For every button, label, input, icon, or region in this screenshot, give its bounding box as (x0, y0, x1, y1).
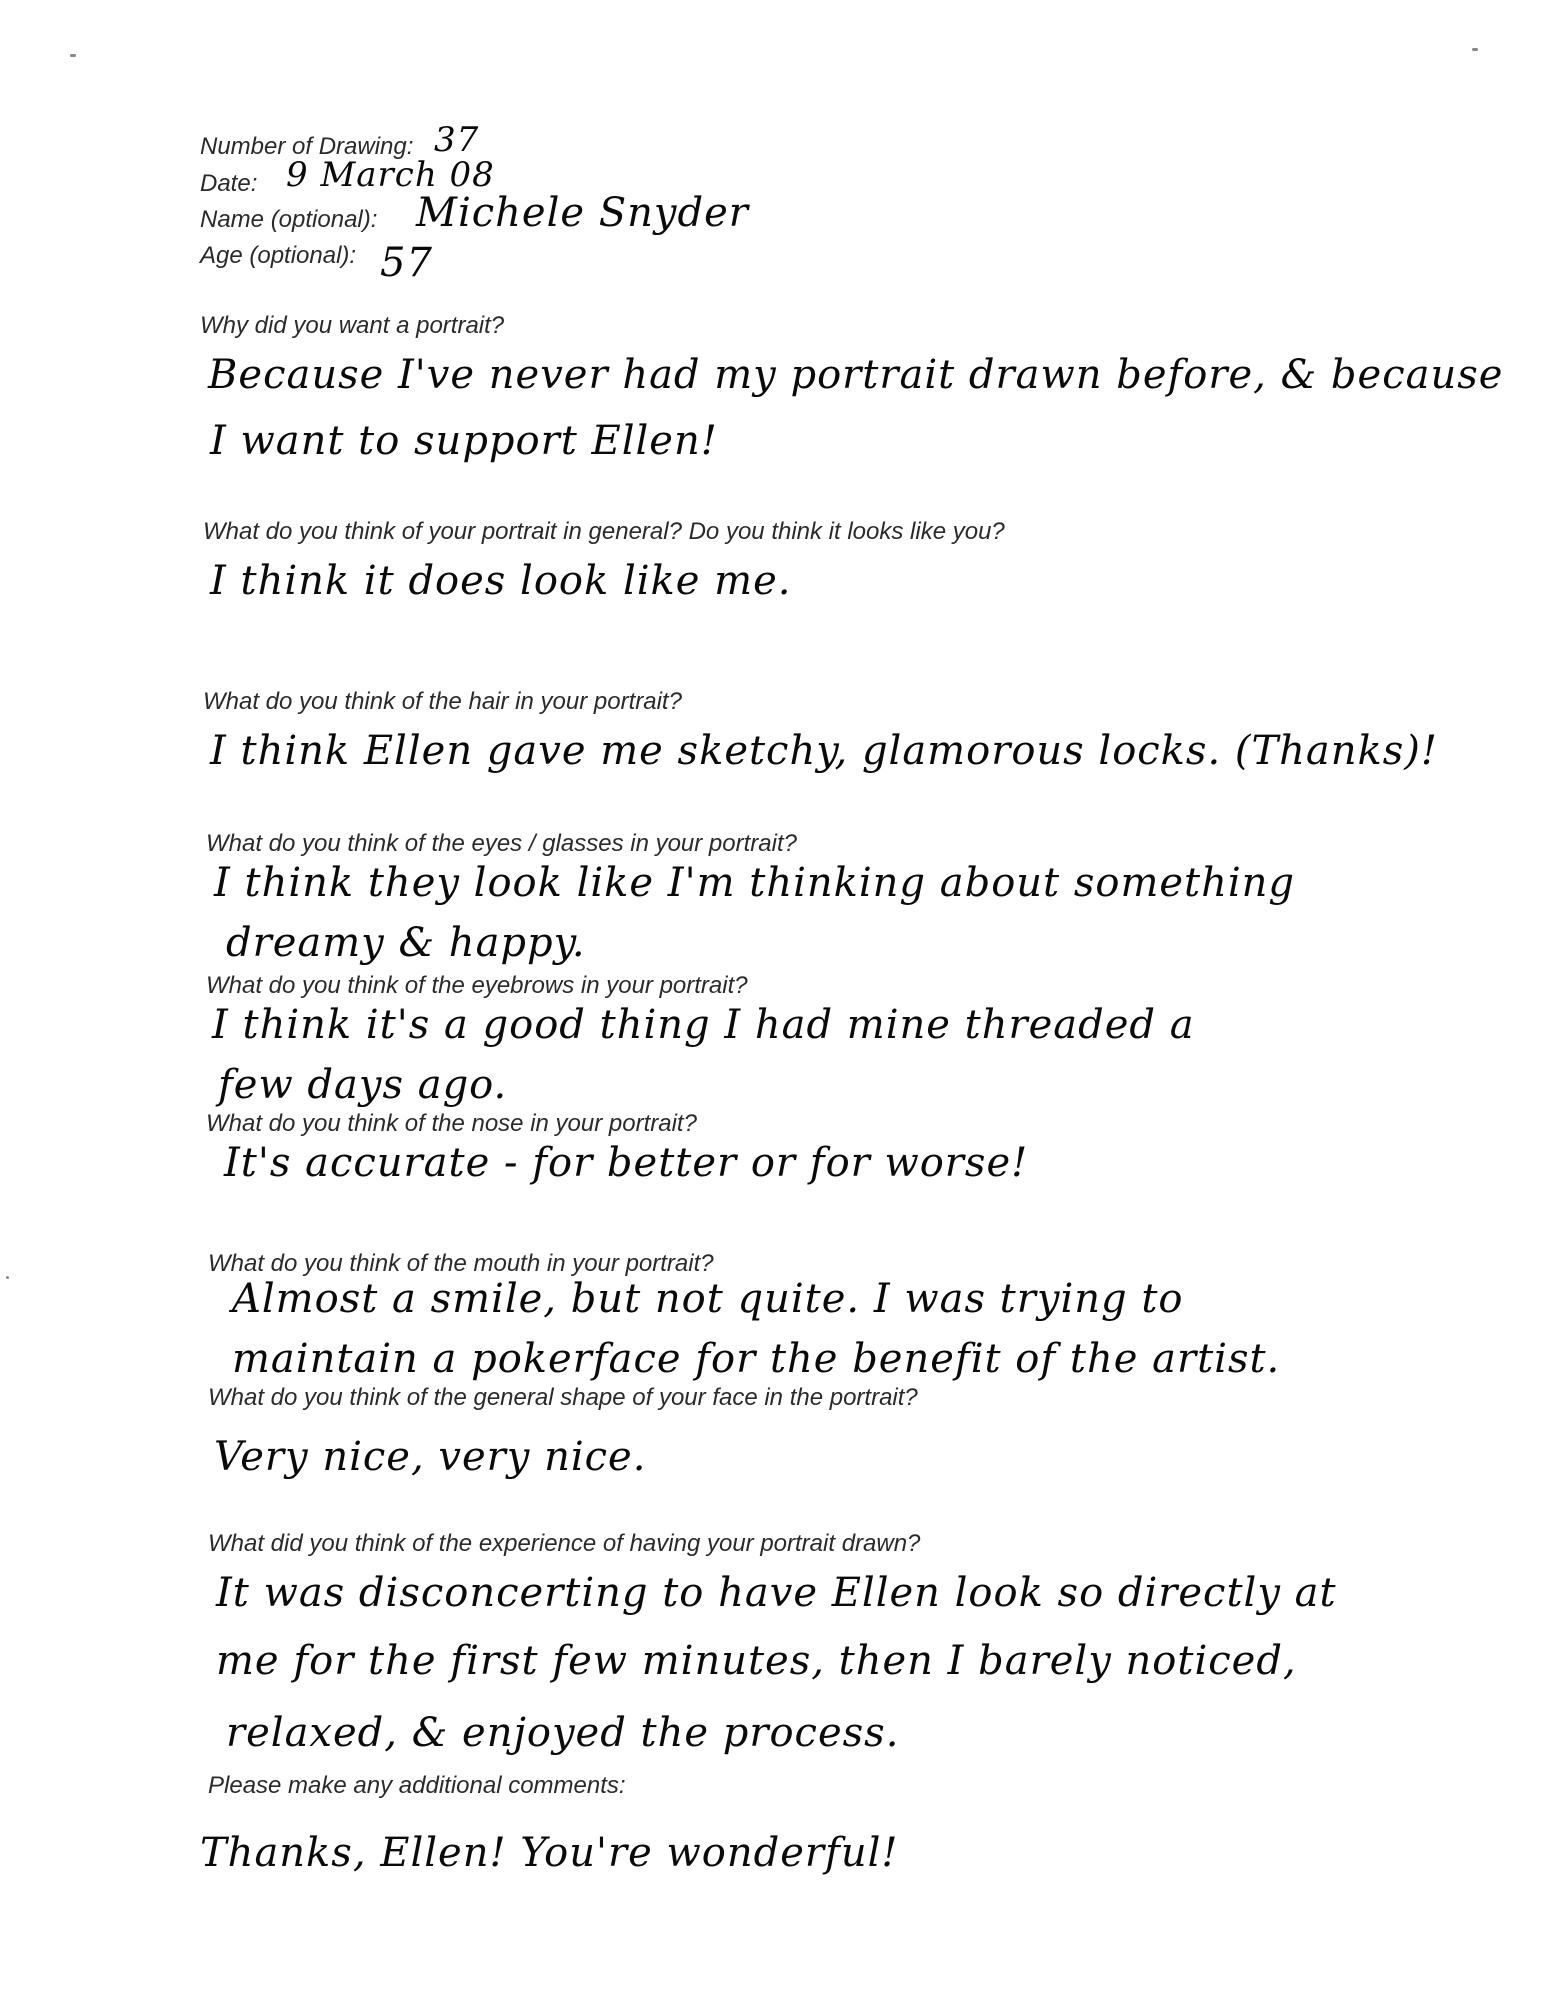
date-label: Date: (200, 170, 258, 197)
answer-line: I think it does look like me. (210, 558, 792, 604)
question-label: What do you think of the mouth in your portrait? (208, 1250, 714, 1277)
date-value: 9 March 08 (286, 155, 495, 195)
question-label: What do you think of the nose in your portrait? (206, 1110, 697, 1137)
answer-line: Very nice, very nice. (214, 1434, 647, 1480)
number-of-drawing-label: Number of Drawing: (200, 133, 414, 160)
answer-line: maintain a pokerface for the benefit of the artist. (232, 1336, 1281, 1382)
answer-line: I want to support Ellen! (210, 418, 718, 464)
answer-line: I think it's a good thing I had mine threaded a (212, 1002, 1195, 1048)
question-label: Please make any additional comments: (208, 1772, 626, 1799)
answer-line: dreamy & happy. (226, 920, 586, 966)
answer-line: Almost a smile, but not quite. I was trying to (232, 1276, 1184, 1322)
answer-line: It's accurate - for better or for worse! (224, 1140, 1029, 1186)
question-label: What do you think of your portrait in general? Do you think it looks like you? (203, 518, 1005, 545)
name-label: Name (optional): (200, 206, 378, 233)
answer-line: It was disconcerting to have Ellen look so directly at (216, 1570, 1337, 1616)
scan-speck (1472, 48, 1478, 51)
question-label: What do you think of the eyebrows in your portrait? (206, 972, 748, 999)
question-label: What do you think of the general shape of your face in the portrait? (208, 1384, 918, 1411)
name-value: Michele Snyder (416, 190, 749, 236)
answer-line: me for the first few minutes, then I barely noticed, (216, 1638, 1297, 1684)
number-of-drawing-value: 37 (434, 120, 480, 160)
question-label: What did you think of the experience of having your portrait drawn? (208, 1530, 921, 1557)
scan-speck (6, 1276, 9, 1279)
question-label: What do you think of the eyes / glasses in your portrait? (206, 830, 797, 857)
answer-line: few days ago. (218, 1062, 508, 1108)
answer-line: relaxed, & enjoyed the process. (226, 1710, 900, 1756)
question-label: What do you think of the hair in your portrait? (203, 688, 682, 715)
age-value: 57 (380, 240, 433, 286)
age-label: Age (optional): (200, 242, 357, 269)
answer-line: I think they look like I'm thinking about something (214, 860, 1296, 906)
answer-line: I think Ellen gave me sketchy, glamorous locks. (Thanks)! (210, 728, 1438, 774)
answer-line: Because I've never had my portrait drawn before, & because (208, 352, 1504, 398)
question-label: Why did you want a portrait? (200, 312, 505, 339)
answer-line: Thanks, Ellen! You're wonderful! (200, 1830, 899, 1876)
scan-speck (70, 54, 76, 57)
